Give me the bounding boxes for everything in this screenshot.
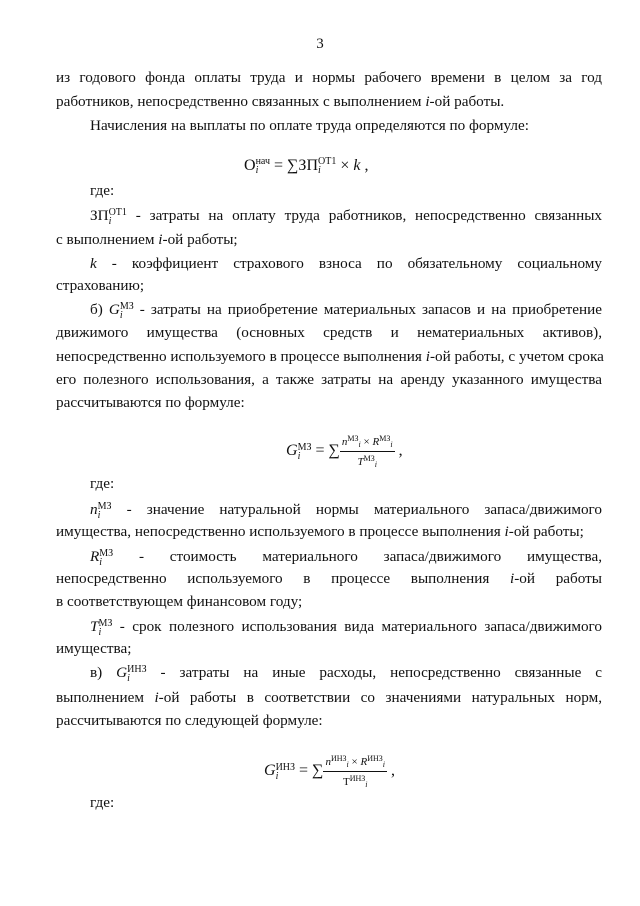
text-line: имущества; — [56, 640, 132, 657]
formula-accruals: О нач i = ∑ЗП ОТ1 i × k , — [244, 156, 369, 177]
text-line: непосредственно используемого в процессе выполнения i-ой работы — [56, 570, 602, 587]
text-line: из годового фонда оплаты труда и нормы рабочего времени в целом за год — [56, 69, 602, 86]
text-line: T МЗ i - срок полезного использования вида материального запаса/движимого — [90, 617, 602, 638]
text-line: б) G МЗ i - затраты на приобретение материальных запасов и на приобретение — [90, 300, 602, 321]
text-line: имущества, непосредственно используемого в процессе выполнения i-ой работы; — [56, 523, 584, 540]
formula-fraction: $\frac{n^{МЗ}i \times R^{МЗ}i}{T^{МЗ}i}$ — [341, 434, 393, 469]
text-line: где: — [90, 794, 115, 811]
text-line: ЗП ОТ1 i - затраты на оплату труда работников, непосредственно связанных — [90, 206, 602, 227]
formula-other-costs: G ИНЗ i = ∑ $\frac{n^{ИНЗ}i \times R^{ИНЗ}i}{Т^{ИНЗ}i}$ , — [264, 754, 395, 789]
text-line: выполнением i-ой работы в соответствии со значениями натуральных норм, — [56, 689, 602, 706]
text-line: k - коэффициент страхового взноса по обязательному социальному — [90, 255, 602, 272]
text-line: n МЗ i - значение натуральной нормы материального запаса/движимого — [90, 500, 602, 521]
page-number: 3 — [316, 36, 324, 52]
text-line: в) G ИНЗ i - затраты на иные расходы, непосредственно связанные с — [90, 663, 602, 684]
text-line: с выполнением i-ой работы; — [56, 231, 238, 248]
text-line: в соответствующем финансовом году; — [56, 593, 303, 610]
text-line: его полезного использования, а также затраты на аренду указанного имущества — [56, 371, 602, 388]
text-line: страхованию; — [56, 277, 145, 294]
text-line: рассчитываются по формуле: — [56, 394, 245, 411]
text-line: где: — [90, 475, 115, 492]
text-line: непосредственно используемого в процессе выполнения i-ой работы, с учетом срока — [56, 348, 604, 365]
text-line: где: — [90, 182, 115, 199]
formula-fraction: $\frac{n^{ИНЗ}i \times R^{ИНЗ}i}{Т^{ИНЗ}i}$ — [325, 754, 385, 789]
text-line: R МЗ i - стоимость материального запаса/движимого имущества, — [90, 547, 602, 568]
text-line: рассчитываются по следующей формуле: — [56, 712, 323, 729]
text-line: движимого имущества (основных средств и нематериальных активов), — [56, 324, 602, 341]
formula-material-costs: G МЗ i = ∑ $\frac{n^{МЗ}i \times R^{МЗ}i}{T^{МЗ}i}$ , — [286, 434, 403, 469]
text-line: Начисления на выплаты по оплате труда определяются по формуле: — [90, 117, 529, 134]
text-line: работников, непосредственно связанных с выполнением i-ой работы. — [56, 93, 505, 110]
